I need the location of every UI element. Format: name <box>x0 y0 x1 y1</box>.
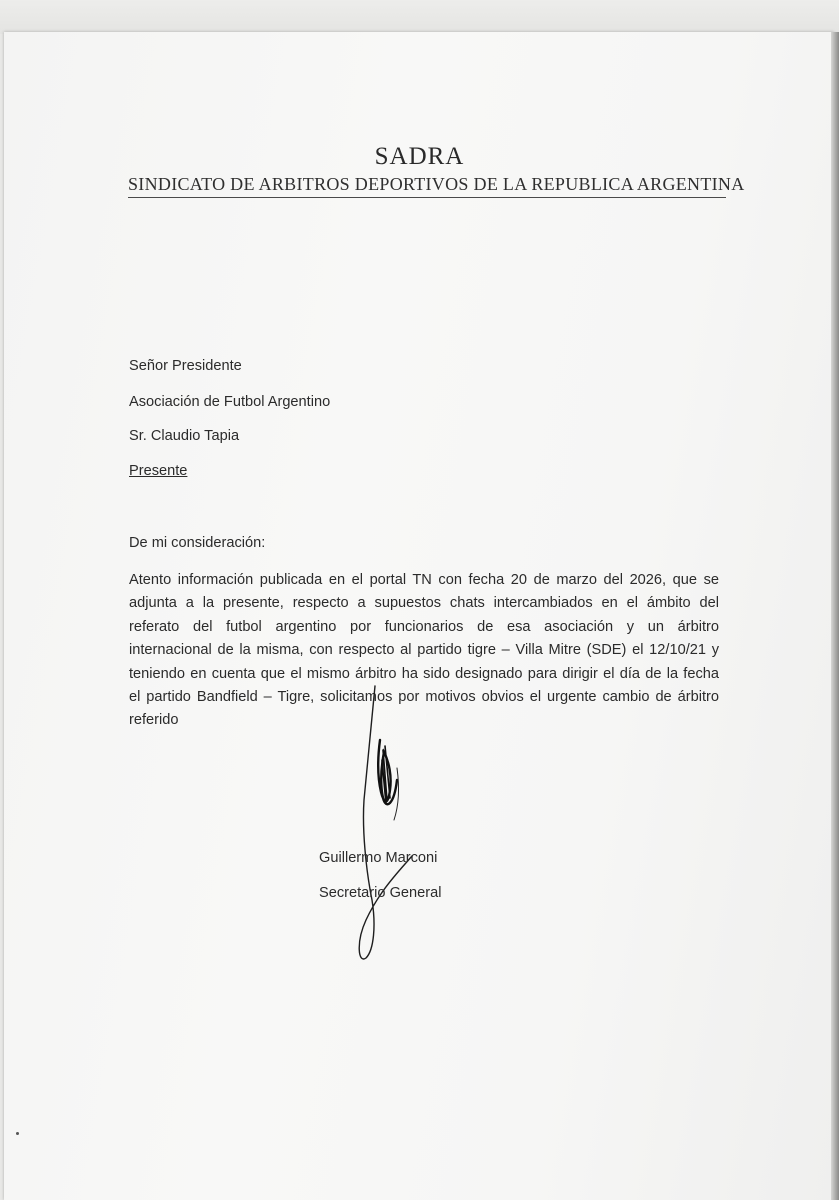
body-line: el partido Bandfield – Tigre, solicitamos por motivos obvios el urgente cambio de árbitro <box>129 689 719 706</box>
body-line: referato del futbol argentino por funcionarios de esa asociación y un árbitro <box>129 618 719 635</box>
body-line: Atento información publicada en el portal TN con fecha 20 de marzo del 2026, que se <box>129 572 719 588</box>
recipient-title: Señor Presidente <box>129 358 242 374</box>
salutation: De mi consideración: <box>129 535 266 551</box>
page-edge-shadow <box>831 32 839 1200</box>
signatory-name: Guillermo Marconi <box>319 850 438 866</box>
signatory-title: Secretario General <box>319 885 442 901</box>
background-surface <box>0 0 839 34</box>
body-line: referido <box>129 712 179 729</box>
letterhead-acronym: SADRA <box>374 143 465 170</box>
letterhead-full-name: SINDICATO DE ARBITROS DEPORTIVOS DE LA REPUBLICA ARGENTINA <box>128 174 726 198</box>
handwritten-signature <box>350 680 430 970</box>
recipient-presente: Presente <box>129 463 188 479</box>
body-line: adjunta a la presente, respecto a supuestos chats intercambiados en el ámbito del <box>129 595 719 612</box>
recipient-organization: Asociación de Futbol Argentino <box>129 394 331 410</box>
body-line: teniendo en cuenta que el mismo árbitro ha sido designado para dirigir el día de la fecha <box>129 665 719 682</box>
recipient-name: Sr. Claudio Tapia <box>129 428 240 444</box>
paper-speck <box>16 1132 19 1135</box>
body-line: internacional de la misma, con respecto al partido tigre – Villa Mitre (SDE) el 12/10/21 y <box>129 642 719 659</box>
